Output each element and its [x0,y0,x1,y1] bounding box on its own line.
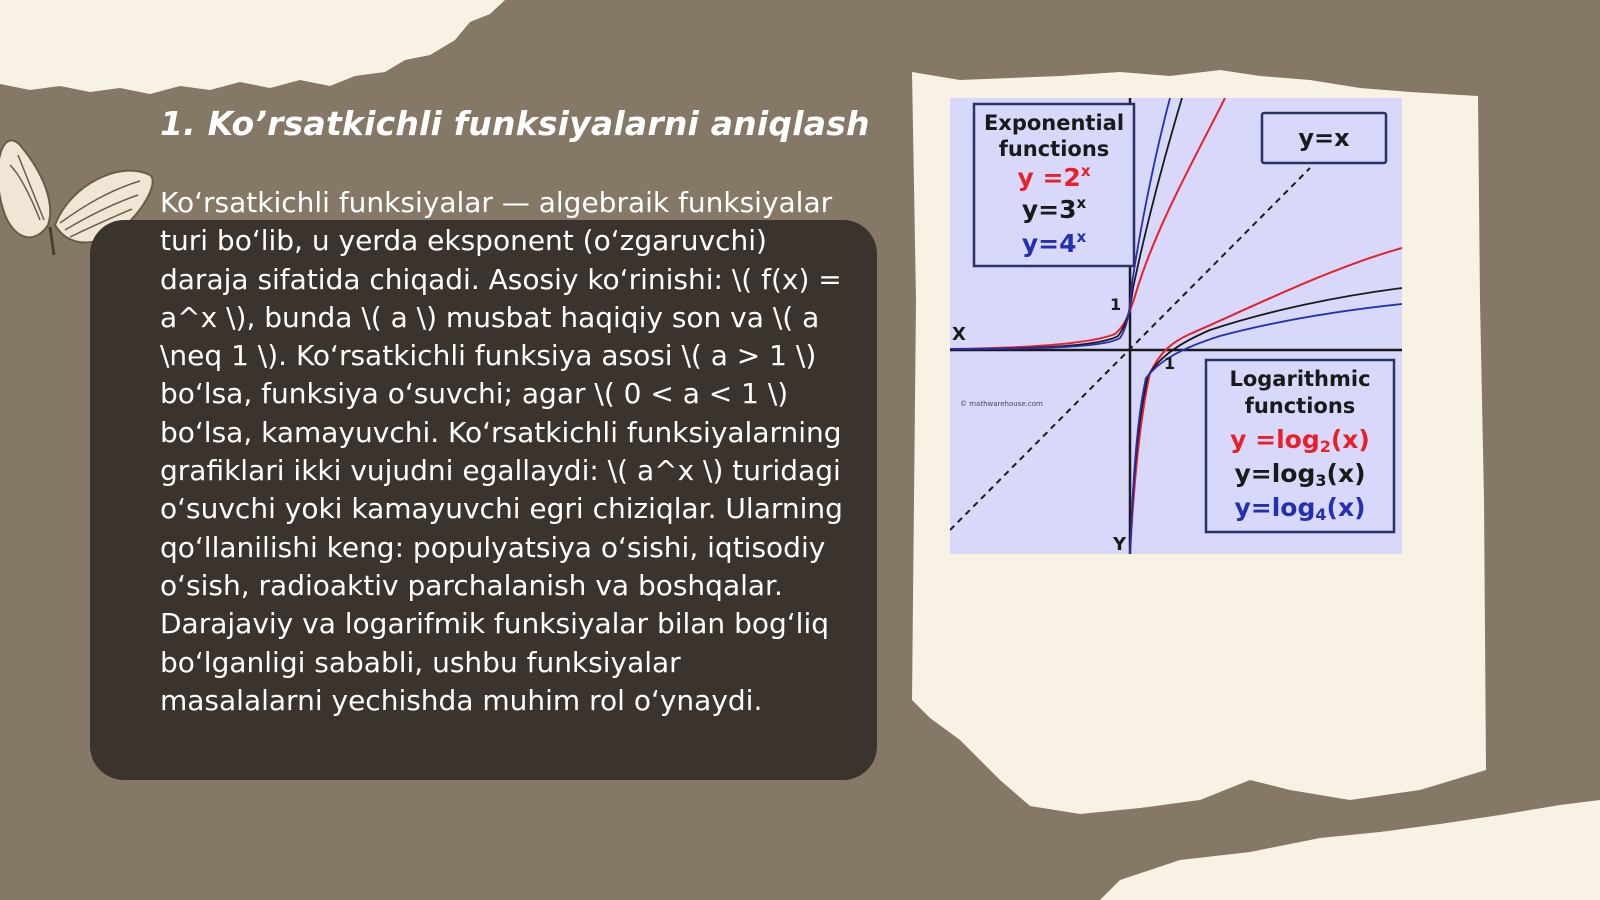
exp-legend-item-2x: $y =2^x$ [1017,162,1091,192]
torn-paper-top-left [0,0,505,94]
identity-label: y=x [1298,124,1350,152]
log-legend-item-3: y=log3(x) [1234,459,1366,490]
axis-y-label: Y [1113,534,1127,554]
slide-body-text: Ko‘rsatkichli funksiyalar — algebraik funksiyalar turi bo‘lib, u yerda eksponent (o‘zgaruvchi) daraja sifatida chiqadi. Asosiy ko‘rinishi: \( f(x) = a^x \), bunda \( a \) musbat haqiqiy son va \( a \neq 1 \). Ko‘rsatkichli funksiya asosi \( a > 1 \) bo‘lsa, funksiya o‘suvchi; agar \( 0 < a < 1 \) bo‘lsa, kamayuvchi. Ko‘rsatkichli funksiyalarning grafiklari ikki vujudni egallaydi: \( a^x \) turidagi o‘suvchi yoki kamayuvchi egri chiziqlar. Ularning qo‘llanilishi keng: populyatsiya o‘sishi, iqtisodiy o‘sish, radioaktiv parchalanish va boshqalar. Darajaviy va logarifmik funksiyalar bilan bog‘liq bo‘lganligi sababli, ushbu funksiyalar masalalarni yechishda muhim rol o‘ynaydi. [160,186,843,717]
torn-paper-bottom-right [1100,800,1600,900]
axis-x-label: X [952,324,966,345]
log-legend-item-2: y =log2(x) [1230,425,1370,456]
log-legend-heading-2: functions [1244,394,1356,418]
log-legend-item-4: y=log4(x) [1234,493,1366,524]
exp-log-figure [950,98,1402,554]
log-legend-heading-1: Logarithmic [1229,367,1371,391]
figure-watermark: © mathwarehouse.com [960,400,1043,408]
exp-legend-heading-1: Exponential [983,111,1125,135]
tick-label-y-one: 1 [1110,295,1122,314]
exp-legend-item-3x: $y=3^x$ [1021,194,1087,224]
exp-legend-item-4x: $y=4^x$ [1021,228,1087,258]
exp-legend-heading-2: functions [998,137,1110,161]
slide-title: 1. Ko’rsatkichli funksiyalarni aniqlash [160,104,870,143]
tick-label-x-one: 1 [1164,354,1176,373]
